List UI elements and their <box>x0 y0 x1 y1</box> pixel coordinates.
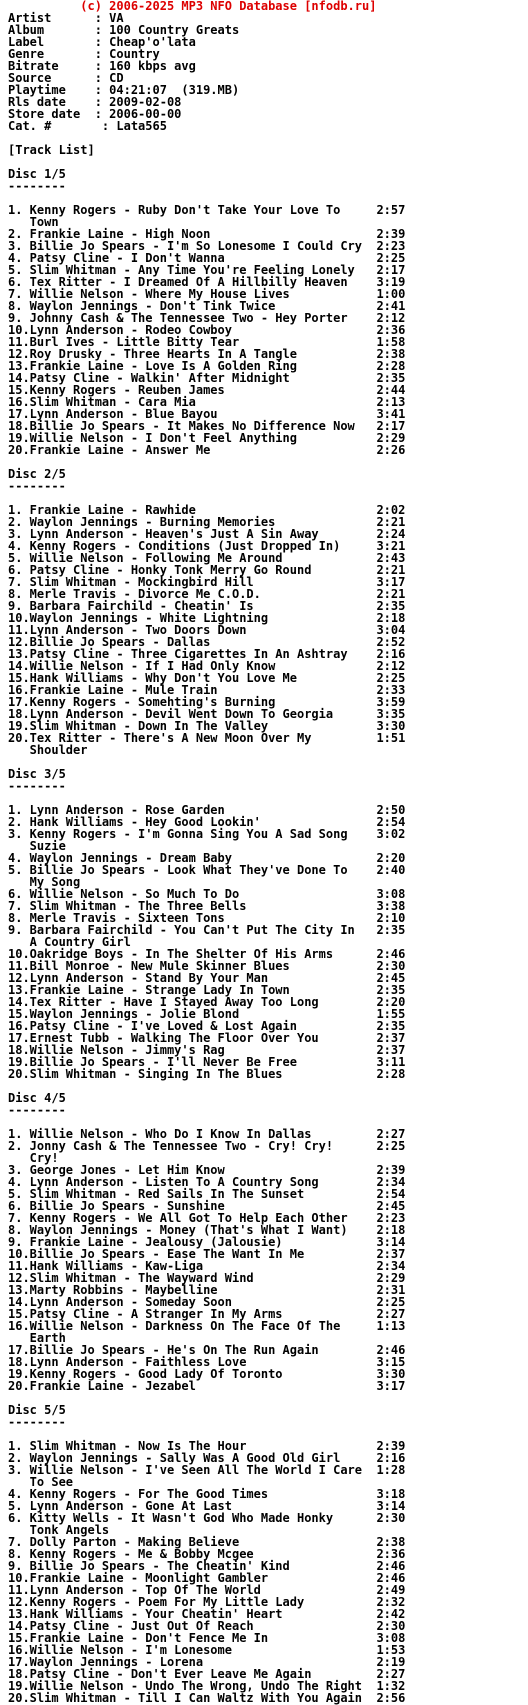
nfo-line: 15.Waylon Jennings - Jolie Blond 1:55 <box>8 1007 406 1021</box>
nfo-line: 15.Hank Williams - Why Don't You Love Me 2:25 <box>8 671 406 685</box>
nfo-line: 8. Waylon Jennings - Money (That's What I Want) 2:18 <box>8 1223 406 1237</box>
nfo-line: 20.Frankie Laine - Jezabel 3:17 <box>8 1379 406 1393</box>
nfo-line: Shoulder <box>8 743 88 757</box>
nfo-line: To See <box>8 1475 74 1489</box>
nfo-line: 19.Kenny Rogers - Good Lady Of Toronto 3:30 <box>8 1367 406 1381</box>
nfo-line: 10.Frankie Laine - Moonlight Gambler 2:46 <box>8 1571 406 1585</box>
nfo-line: -------- <box>8 179 66 193</box>
nfo-line: -------- <box>8 1415 66 1429</box>
nfo-line: 18.Willie Nelson - Jimmy's Rag 2:37 <box>8 1043 406 1057</box>
nfo-line: 14.Tex Ritter - Have I Stayed Away Too Long 2:20 <box>8 995 406 1009</box>
nfo-line: 6. Tex Ritter - I Dreamed Of A Hillbilly Heaven 3:19 <box>8 275 406 289</box>
nfo-line: 13.Patsy Cline - Three Cigarettes In An Ashtray 2:16 <box>8 647 406 661</box>
nfo-line: 9. Frankie Laine - Jealousy (Jalousie) 3:14 <box>8 1235 406 1249</box>
nfo-line: 20.Frankie Laine - Answer Me 2:26 <box>8 443 406 457</box>
nfo-line: Earth <box>8 1331 66 1345</box>
nfo-line: 6. Patsy Cline - Honky Tonk Merry Go Round 2:21 <box>8 563 406 577</box>
nfo-line: 9. Billie Jo Spears - The Cheatin' Kind 2:46 <box>8 1559 406 1573</box>
nfo-line: 18.Lynn Anderson - Devil Went Down To Georgia 3:35 <box>8 707 406 721</box>
nfo-line: 2. Waylon Jennings - Burning Memories 2:21 <box>8 515 406 529</box>
nfo-line: 10.Billie Jo Spears - Ease The Want In Me 2:37 <box>8 1247 406 1261</box>
nfo-line: 4. Kenny Rogers - Conditions (Just Dropped In) 3:21 <box>8 539 406 553</box>
nfo-line: 12.Roy Drusky - Three Hearts In A Tangle 2:38 <box>8 347 406 361</box>
nfo-line: 13.Hank Williams - Your Cheatin' Heart 2:42 <box>8 1607 406 1621</box>
nfo-line: Source : CD <box>8 71 124 85</box>
nfo-line: 10.Oakridge Boys - In The Shelter Of His Arms 2:46 <box>8 947 406 961</box>
nfo-line: Store date : 2006-00-00 <box>8 107 182 121</box>
nfo-line: 7. Slim Whitman - The Three Bells 3:38 <box>8 899 406 913</box>
nfo-line: Cry! <box>8 1151 59 1165</box>
nfo-line <box>8 1080 405 1092</box>
nfo-line: 20.Tex Ritter - There's A New Moon Over My 1:51 <box>8 731 406 745</box>
nfo-line: 3. Willie Nelson - I've Seen All The World I Care 1:28 <box>8 1463 406 1477</box>
nfo-line: 1. Slim Whitman - Now Is The Hour 2:39 <box>8 1439 406 1453</box>
nfo-line: A Country Girl <box>8 935 131 949</box>
nfo-line: 12.Kenny Rogers - Poem For My Little Lady 2:32 <box>8 1595 406 1609</box>
nfo-line: 1. Lynn Anderson - Rose Garden 2:50 <box>8 803 406 817</box>
nfo-line: 11.Lynn Anderson - Two Doors Down 3:04 <box>8 623 406 637</box>
nfo-line: 19.Willie Nelson - Undo The Wrong, Undo The Right 1:32 <box>8 1679 406 1693</box>
nfo-line: 12.Lynn Anderson - Stand By Your Man 2:45 <box>8 971 406 985</box>
nfo-line: 9. Barbara Fairchild - Cheatin' Is 2:35 <box>8 599 406 613</box>
nfo-line: 17.Kenny Rogers - Somehting's Burning 3:59 <box>8 695 406 709</box>
nfo-line: 4. Patsy Cline - I Don't Wanna 2:25 <box>8 251 406 265</box>
nfo-line: 5. Willie Nelson - Following Me Around 2:43 <box>8 551 406 565</box>
nfo-line: 20.Slim Whitman - Singing In The Blues 2:28 <box>8 1067 406 1081</box>
nfo-line: 7. Dolly Parton - Making Believe 2:38 <box>8 1535 406 1549</box>
nfo-line: 16.Frankie Laine - Mule Train 2:33 <box>8 683 406 697</box>
nfo-line: 11.Lynn Anderson - Top Of The World 2:49 <box>8 1583 406 1597</box>
nfo-line: 18.Billie Jo Spears - It Makes No Difference Now 2:17 <box>8 419 406 433</box>
nfo-line: 3. Lynn Anderson - Heaven's Just A Sin Away 2:24 <box>8 527 406 541</box>
nfo-line: Artist : VA <box>8 11 124 25</box>
nfo-line: 6. Billie Jo Spears - Sunshine 2:45 <box>8 1199 406 1213</box>
nfo-line: 2. Frankie Laine - High Noon 2:39 <box>8 227 406 241</box>
nfo-line <box>8 456 405 468</box>
nfo-line: 1. Willie Nelson - Who Do I Know In Dallas 2:27 <box>8 1127 406 1141</box>
nfo-line: 16.Willie Nelson - Darkness On The Face Of The 1:13 <box>8 1319 406 1333</box>
nfo-line: 10.Lynn Anderson - Rodeo Cowboy 2:36 <box>8 323 406 337</box>
nfo-line: Rls date : 2009-02-08 <box>8 95 182 109</box>
nfo-text <box>8 0 405 1704</box>
nfo-line: 16.Slim Whitman - Cara Mia 2:13 <box>8 395 406 409</box>
nfo-line: 5. Slim Whitman - Any Time You're Feeling Lonely 2:17 <box>8 263 406 277</box>
nfo-line: 19.Billie Jo Spears - I'll Never Be Free 3:11 <box>8 1055 406 1069</box>
nfo-line: 5. Billie Jo Spears - Look What They've Done To 2:40 <box>8 863 406 877</box>
nfo-line: 15.Kenny Rogers - Reuben James 2:44 <box>8 383 406 397</box>
nfo-line: 14.Patsy Cline - Walkin' After Midnight 2:35 <box>8 371 406 385</box>
nfo-line: Label : Cheap'o'lata <box>8 35 196 49</box>
nfo-line: 4. Lynn Anderson - Listen To A Country Song 2:34 <box>8 1175 406 1189</box>
nfo-line: Album : 100 Country Greats <box>8 23 240 37</box>
nfo-line: 1. Frankie Laine - Rawhide 2:02 <box>8 503 406 517</box>
nfo-line: Disc 3/5 <box>8 767 66 781</box>
nfo-line: 6. Willie Nelson - So Much To Do 3:08 <box>8 887 406 901</box>
nfo-line: 17.Waylon Jennings - Lorena 2:19 <box>8 1655 406 1669</box>
nfo-line: 15.Frankie Laine - Don't Fence Me In 3:08 <box>8 1631 406 1645</box>
nfo-line: 5. Lynn Anderson - Gone At Last 3:14 <box>8 1499 406 1513</box>
nfo-line: 2. Waylon Jennings - Sally Was A Good Old Girl 2:16 <box>8 1451 406 1465</box>
nfo-line: 12.Slim Whitman - The Wayward Wind 2:29 <box>8 1271 406 1285</box>
nfo-line: 8. Merle Travis - Sixteen Tons 2:10 <box>8 911 406 925</box>
nfo-line: 14.Lynn Anderson - Someday Soon 2:25 <box>8 1295 406 1309</box>
nfo-line: 4. Waylon Jennings - Dream Baby 2:20 <box>8 851 406 865</box>
nfo-line: Cat. # : Lata565 <box>8 119 167 133</box>
nfo-line: Genre : Country <box>8 47 160 61</box>
nfo-line: 5. Slim Whitman - Red Sails In The Sunset 2:54 <box>8 1187 406 1201</box>
nfo-line <box>8 1392 405 1404</box>
nfo-line: 7. Slim Whitman - Mockingbird Hill 3:17 <box>8 575 406 589</box>
nfo-line: 3. George Jones - Let Him Know 2:39 <box>8 1163 406 1177</box>
nfo-line <box>8 756 405 768</box>
nfo-line: Tonk Angels <box>8 1523 110 1537</box>
nfo-line: -------- <box>8 479 66 493</box>
nfo-line: 9. Barbara Fairchild - You Can't Put The City In 2:35 <box>8 923 406 937</box>
nfo-line: 17.Billie Jo Spears - He's On The Run Again 2:46 <box>8 1343 406 1357</box>
nfo-line: 14.Willie Nelson - If I Had Only Know 2:12 <box>8 659 406 673</box>
nfo-line: 19.Willie Nelson - I Don't Feel Anything 2:29 <box>8 431 406 445</box>
nfo-line: 18.Patsy Cline - Don't Ever Leave Me Again 2:27 <box>8 1667 406 1681</box>
nfo-line: 17.Lynn Anderson - Blue Bayou 3:41 <box>8 407 406 421</box>
nfo-line: 13.Marty Robbins - Maybelline 2:31 <box>8 1283 406 1297</box>
nfo-line: Disc 1/5 <box>8 167 66 181</box>
nfo-line: 11.Bill Monroe - New Mule Skinner Blues 2:30 <box>8 959 406 973</box>
nfo-line: 14.Patsy Cline - Just Out Of Reach 2:30 <box>8 1619 406 1633</box>
nfo-line: 1. Kenny Rogers - Ruby Don't Take Your Love To 2:57 <box>8 203 406 217</box>
nfo-line: 18.Lynn Anderson - Faithless Love 3:15 <box>8 1355 406 1369</box>
nfo-line: -------- <box>8 779 66 793</box>
nfo-line: 13.Frankie Laine - Strange Lady In Town 2:35 <box>8 983 406 997</box>
nfo-line: 16.Patsy Cline - I've Loved & Lost Again 2:35 <box>8 1019 406 1033</box>
nfo-line: 9. Johnny Cash & The Tennessee Two - Hey Porter 2:12 <box>8 311 406 325</box>
nfo-line: Suzie <box>8 839 66 853</box>
nfo-line: 20.Slim Whitman - Till I Can Waltz With You Again 2:56 <box>8 1691 406 1705</box>
nfo-line: 16.Willie Nelson - I'm Lonesome 1:53 <box>8 1643 406 1657</box>
nfo-line: Disc 4/5 <box>8 1091 66 1105</box>
nfo-line: 13.Frankie Laine - Love Is A Golden Ring 2:28 <box>8 359 406 373</box>
nfo-line: 2. Jonny Cash & The Tennessee Two - Cry! Cry! 2:25 <box>8 1139 406 1153</box>
nfo-line: Disc 2/5 <box>8 467 66 481</box>
nfo-line: 12.Billie Jo Spears - Dallas 2:52 <box>8 635 406 649</box>
nfo-line: 17.Ernest Tubb - Walking The Floor Over You 2:37 <box>8 1031 406 1045</box>
nfo-line: [Track List] <box>8 143 95 157</box>
nfo-line: 10.Waylon Jennings - White Lightning 2:18 <box>8 611 406 625</box>
nfo-line: Bitrate : 160 kbps avg <box>8 59 196 73</box>
nfo-line: 6. Kitty Wells - It Wasn't God Who Made Honky 2:30 <box>8 1511 406 1525</box>
nfo-line: 2. Hank Williams - Hey Good Lookin' 2:54 <box>8 815 406 829</box>
nfo-line: 3. Billie Jo Spears - I'm So Lonesome I Could Cry 2:23 <box>8 239 406 253</box>
nfo-line: -------- <box>8 1103 66 1117</box>
nfo-line: 4. Kenny Rogers - For The Good Times 3:18 <box>8 1487 406 1501</box>
nfo-line: 8. Waylon Jennings - Don't Tink Twice 2:41 <box>8 299 406 313</box>
nfo-line: 8. Kenny Rogers - Me & Bobby Mcgee 2:36 <box>8 1547 406 1561</box>
nfo-line: Playtime : 04:21:07 (319.MB) <box>8 83 240 97</box>
nfo-line: 7. Kenny Rogers - We All Got To Help Each Other 2:23 <box>8 1211 406 1225</box>
nfo-line: Disc 5/5 <box>8 1403 66 1417</box>
nfo-line: 7. Willie Nelson - Where My House Lives 1:00 <box>8 287 406 301</box>
nfo-line: Town <box>8 215 59 229</box>
nfo-line: 8. Merle Travis - Divorce Me C.O.D. 2:21 <box>8 587 406 601</box>
nfo-line: 11.Hank Williams - Kaw-Liga 2:34 <box>8 1259 406 1273</box>
nfo-line: My Song <box>8 875 81 889</box>
nfo-database-header: (c) 2006-2025 MP3 NFO Database [nfodb.ru] <box>8 0 377 13</box>
nfo-line: 15.Patsy Cline - A Stranger In My Arms 2:27 <box>8 1307 406 1321</box>
nfo-line <box>8 156 405 168</box>
nfo-line: 3. Kenny Rogers - I'm Gonna Sing You A Sad Song 3:02 <box>8 827 406 841</box>
nfo-line: 11.Burl Ives - Little Bitty Tear 1:58 <box>8 335 406 349</box>
nfo-line: 19.Slim Whitman - Down In The Valley 3:30 <box>8 719 406 733</box>
